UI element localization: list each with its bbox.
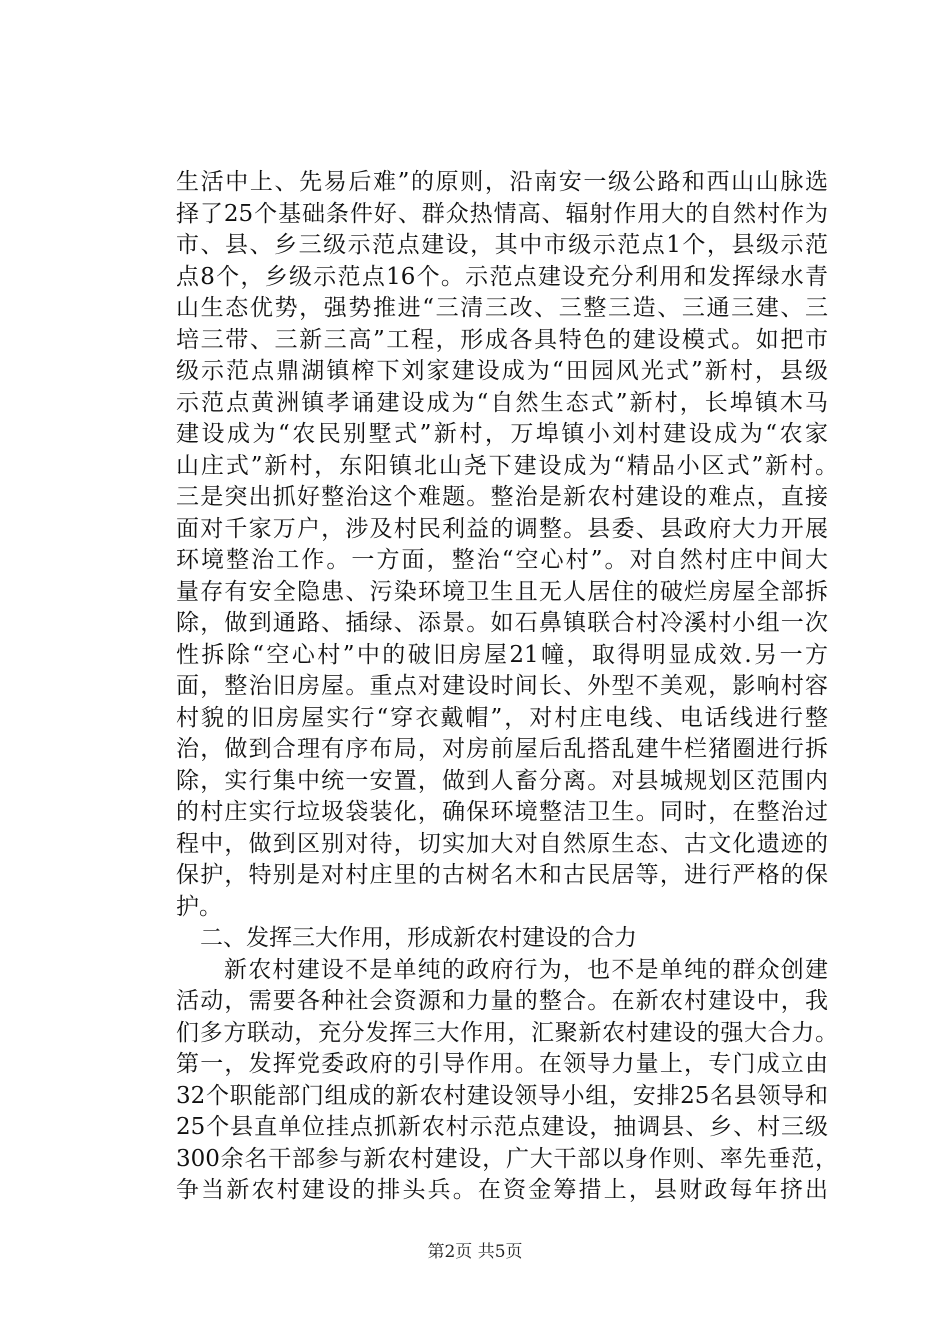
text-line: 除，实行集中统一安置，做到人畜分离。对县城规划区范围内 [176, 767, 828, 794]
text-line: 面对千家万户，涉及村民利益的调整。县委、县政府大力开展 [176, 515, 828, 542]
text-line: 300余名干部参与新农村建设，广大干部以身作则、率先垂范， [176, 1145, 838, 1172]
text-line: 程中，做到区别对待，切实加大对自然原生态、古文化遗迹的 [176, 830, 828, 857]
text-line: 量存有安全隐患、污染环境卫生且无人居住的破烂房屋全部拆 [176, 578, 828, 605]
text-line: 生活中上、先易后难”的原则，沿南安一级公路和西山山脉选 [176, 169, 828, 195]
text-line: 第一，发挥党委政府的引导作用。在领导力量上，专门成立由 [176, 1051, 828, 1077]
text-line: 环境整治工作。一方面，整治“空心村”。对自然村庄中间大 [176, 547, 828, 573]
text-line: 们多方联动，充分发挥三大作用，汇聚新农村建设的强大合力。 [176, 1019, 838, 1046]
text-line: 治，做到合理有序布局，对房前屋后乱搭乱建牛栏猪圈进行拆 [176, 736, 828, 762]
text-line: 护。 [176, 893, 222, 920]
text-line: 32个职能部门组成的新农村建设领导小组，安排25名县领导和 [176, 1082, 828, 1109]
text-line: 争当新农村建设的排头兵。在资金筹措上，县财政每年挤出 [176, 1177, 828, 1203]
text-line: 性拆除“空心村”中的破旧房屋21幢，取得明显成效.另一方 [176, 641, 828, 668]
text-line: 点8个，乡级示范点16个。示范点建设充分利用和发挥绿水青 [176, 263, 828, 290]
text-line: 保护，特别是对村庄里的古树名木和古民居等，进行严格的保 [176, 862, 828, 888]
section-heading: 二、发挥三大作用，形成新农村建设的合力 [200, 925, 637, 951]
text-line: 示范点黄洲镇孝诵建设成为“自然生态式”新村，长埠镇木马 [176, 389, 828, 416]
text-line: 市、县、乡三级示范点建设，其中市级示范点1个，县级示范 [176, 232, 828, 258]
text-line: 25个县直单位挂点抓新农村示范点建设，抽调县、乡、村三级 [176, 1114, 828, 1140]
text-line: 三是突出抓好整治这个难题。整治是新农村建设的难点，直接 [176, 484, 828, 510]
text-line: 建设成为“农民别墅式”新村，万埠镇小刘村建设成为“农家 [176, 421, 828, 447]
text-line: 的村庄实行垃圾袋装化，确保环境整洁卫生。同时，在整治过 [176, 799, 828, 825]
text-line: 活动，需要各种社会资源和力量的整合。在新农村建设中，我 [176, 988, 828, 1014]
text-line: 培三带、三新三高”工程，形成各具特色的建设模式。如把市 [176, 326, 828, 353]
text-line: 新农村建设不是单纯的政府行为，也不是单纯的群众创建 [224, 956, 828, 983]
body-text [176, 167, 838, 1207]
text-line: 级示范点鼎湖镇榨下刘家建设成为“田园风光式”新村，县级 [176, 358, 828, 384]
page-footer [0, 1240, 950, 1264]
text-line: 除，做到通路、插绿、添景。如石鼻镇联合村冷溪村小组一次 [176, 610, 828, 636]
page-number-label: 第2页 共5页 [427, 1242, 523, 1262]
text-line: 村貌的旧房屋实行“穿衣戴帽”，对村庄电线、电话线进行整 [176, 704, 828, 731]
text-line: 面，整治旧房屋。重点对建设时间长、外型不美观，影响村容 [176, 673, 828, 699]
text-line: 择了25个基础条件好、群众热情高、辐射作用大的自然村作为 [176, 200, 828, 227]
text-line: 山生态优势，强势推进“三清三改、三整三造、三通三建、三 [176, 295, 828, 321]
text-line: 山庄式”新村，东阳镇北山尧下建设成为“精品小区式”新村。 [176, 452, 838, 479]
